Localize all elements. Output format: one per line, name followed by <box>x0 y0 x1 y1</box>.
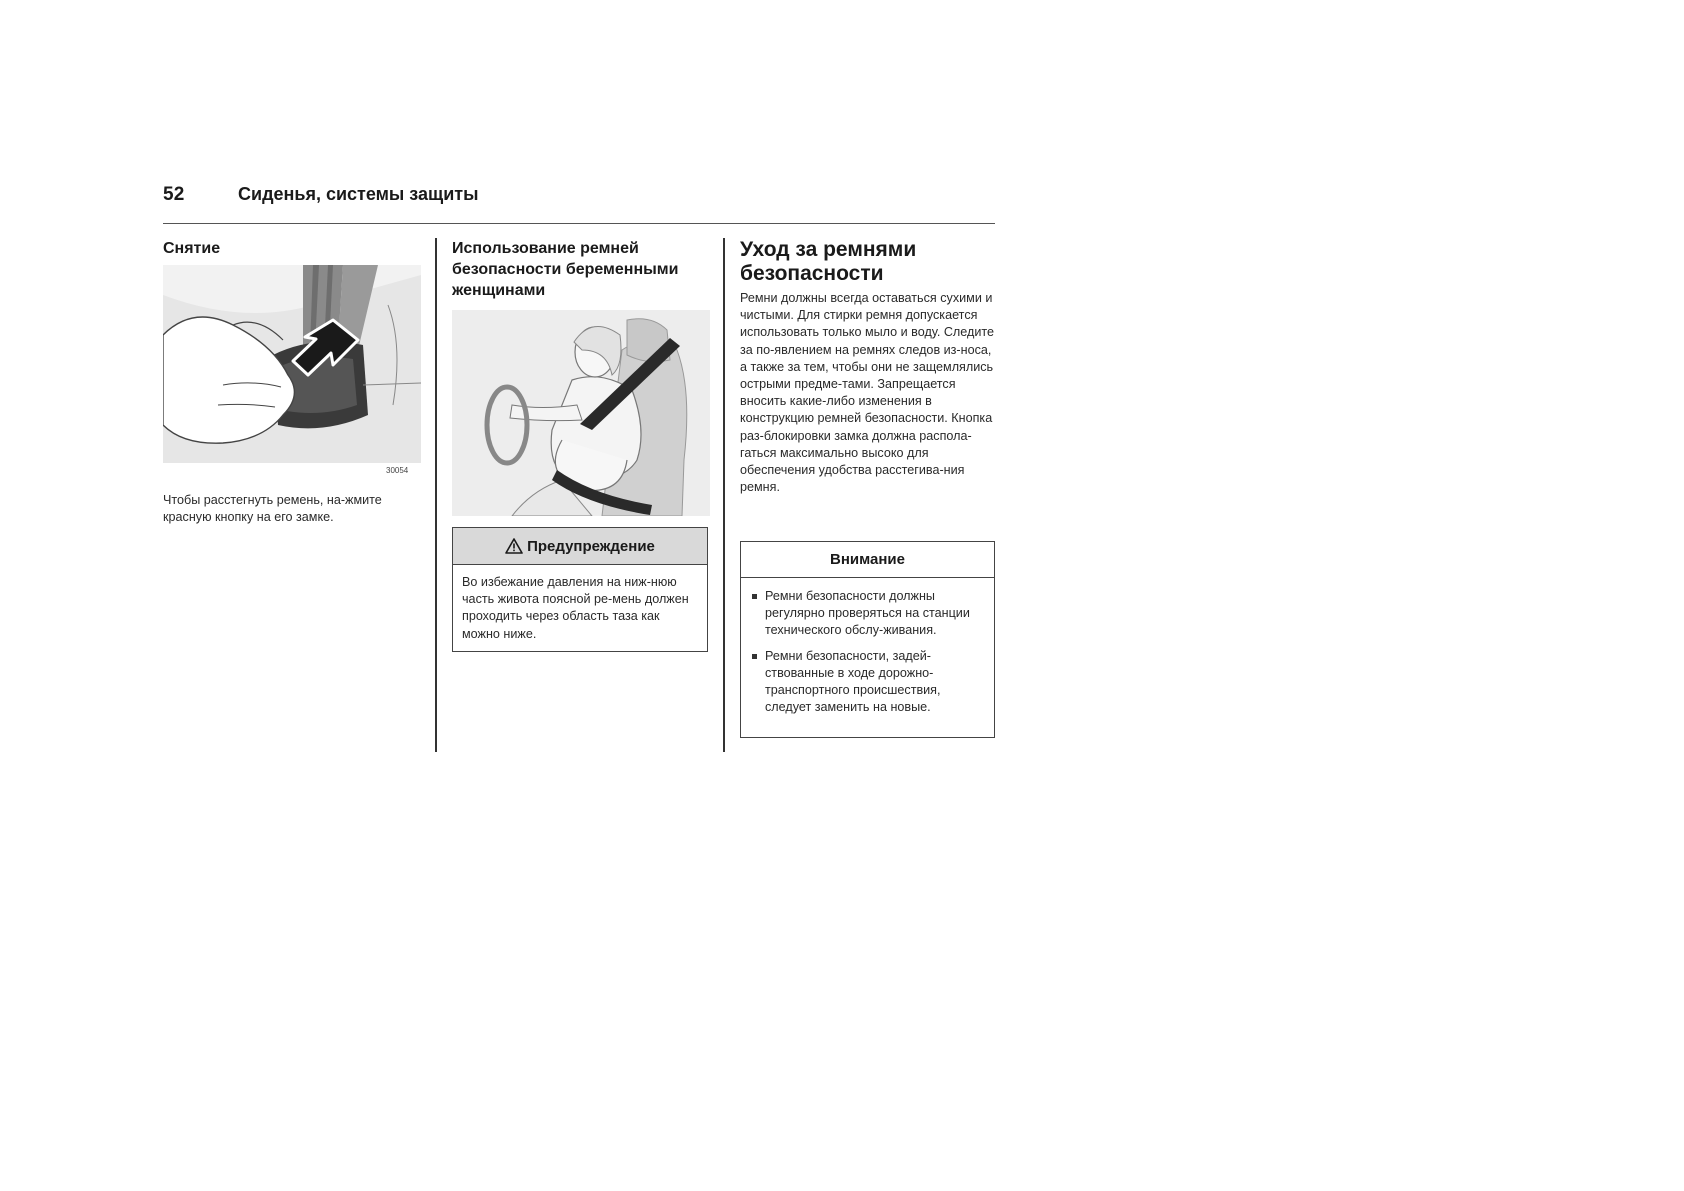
figure-code: 30054 <box>386 466 409 475</box>
column-divider-2 <box>723 238 725 752</box>
pregnant-woman-seatbelt-illustration <box>452 310 710 516</box>
notice-box <box>740 541 995 738</box>
notice-title: Внимание <box>741 542 994 578</box>
column-divider-1 <box>435 238 437 752</box>
bullet-icon <box>752 654 757 659</box>
bullet-icon <box>752 594 757 599</box>
section-heading-pregnant: Использование ремней безопасности беременными женщинами <box>452 240 679 299</box>
notice-item-text: Ремни безопасности, задей-ствованные в ходе дорожно-транспортного происшествия, следует заменить на новые. <box>765 648 941 715</box>
list-item <box>751 588 984 640</box>
warning-triangle-icon <box>505 538 523 554</box>
notice-list <box>741 578 994 730</box>
belt-care-text: Ремни должны всегда оставаться сухими и чистыми. Для стирки ремня допускается использовать только мыло и воду. Следите за по-явлением на ремнях следов из-носа, а также за тем, чтобы они не защемлялись острыми предме-тами. Запрещается вносить какие-либо изменения в конструкцию ремней безопасности. Кнопка раз-блокировки замка должна распола-гаться максимально высоко для обеспечения удобства расстегива-ния ремня. <box>740 291 995 495</box>
warning-header <box>453 528 707 565</box>
list-item <box>751 648 984 717</box>
warning-box <box>452 527 708 652</box>
section-heading-belt-care: Уход за ремнями безопасности <box>740 238 917 285</box>
notice-item-text: Ремни безопасности должны регулярно проверяться на станции технического обслу-живания. <box>765 589 970 638</box>
removal-text: Чтобы расстегнуть ремень, на-жмите красную кнопку на его замке. <box>163 493 382 525</box>
header-divider <box>163 223 995 224</box>
warning-text: Во избежание давления на ниж-нюю часть живота поясной ре-мень должен проходить через область таза как можно ниже. <box>462 575 689 641</box>
warning-title: Предупреждение <box>527 537 655 555</box>
chapter-title: Сиденья, системы защиты <box>238 184 479 204</box>
page-number: 52 <box>163 184 185 205</box>
buckle-release-illustration <box>163 265 421 463</box>
section-heading-removal: Снятие <box>163 240 221 257</box>
